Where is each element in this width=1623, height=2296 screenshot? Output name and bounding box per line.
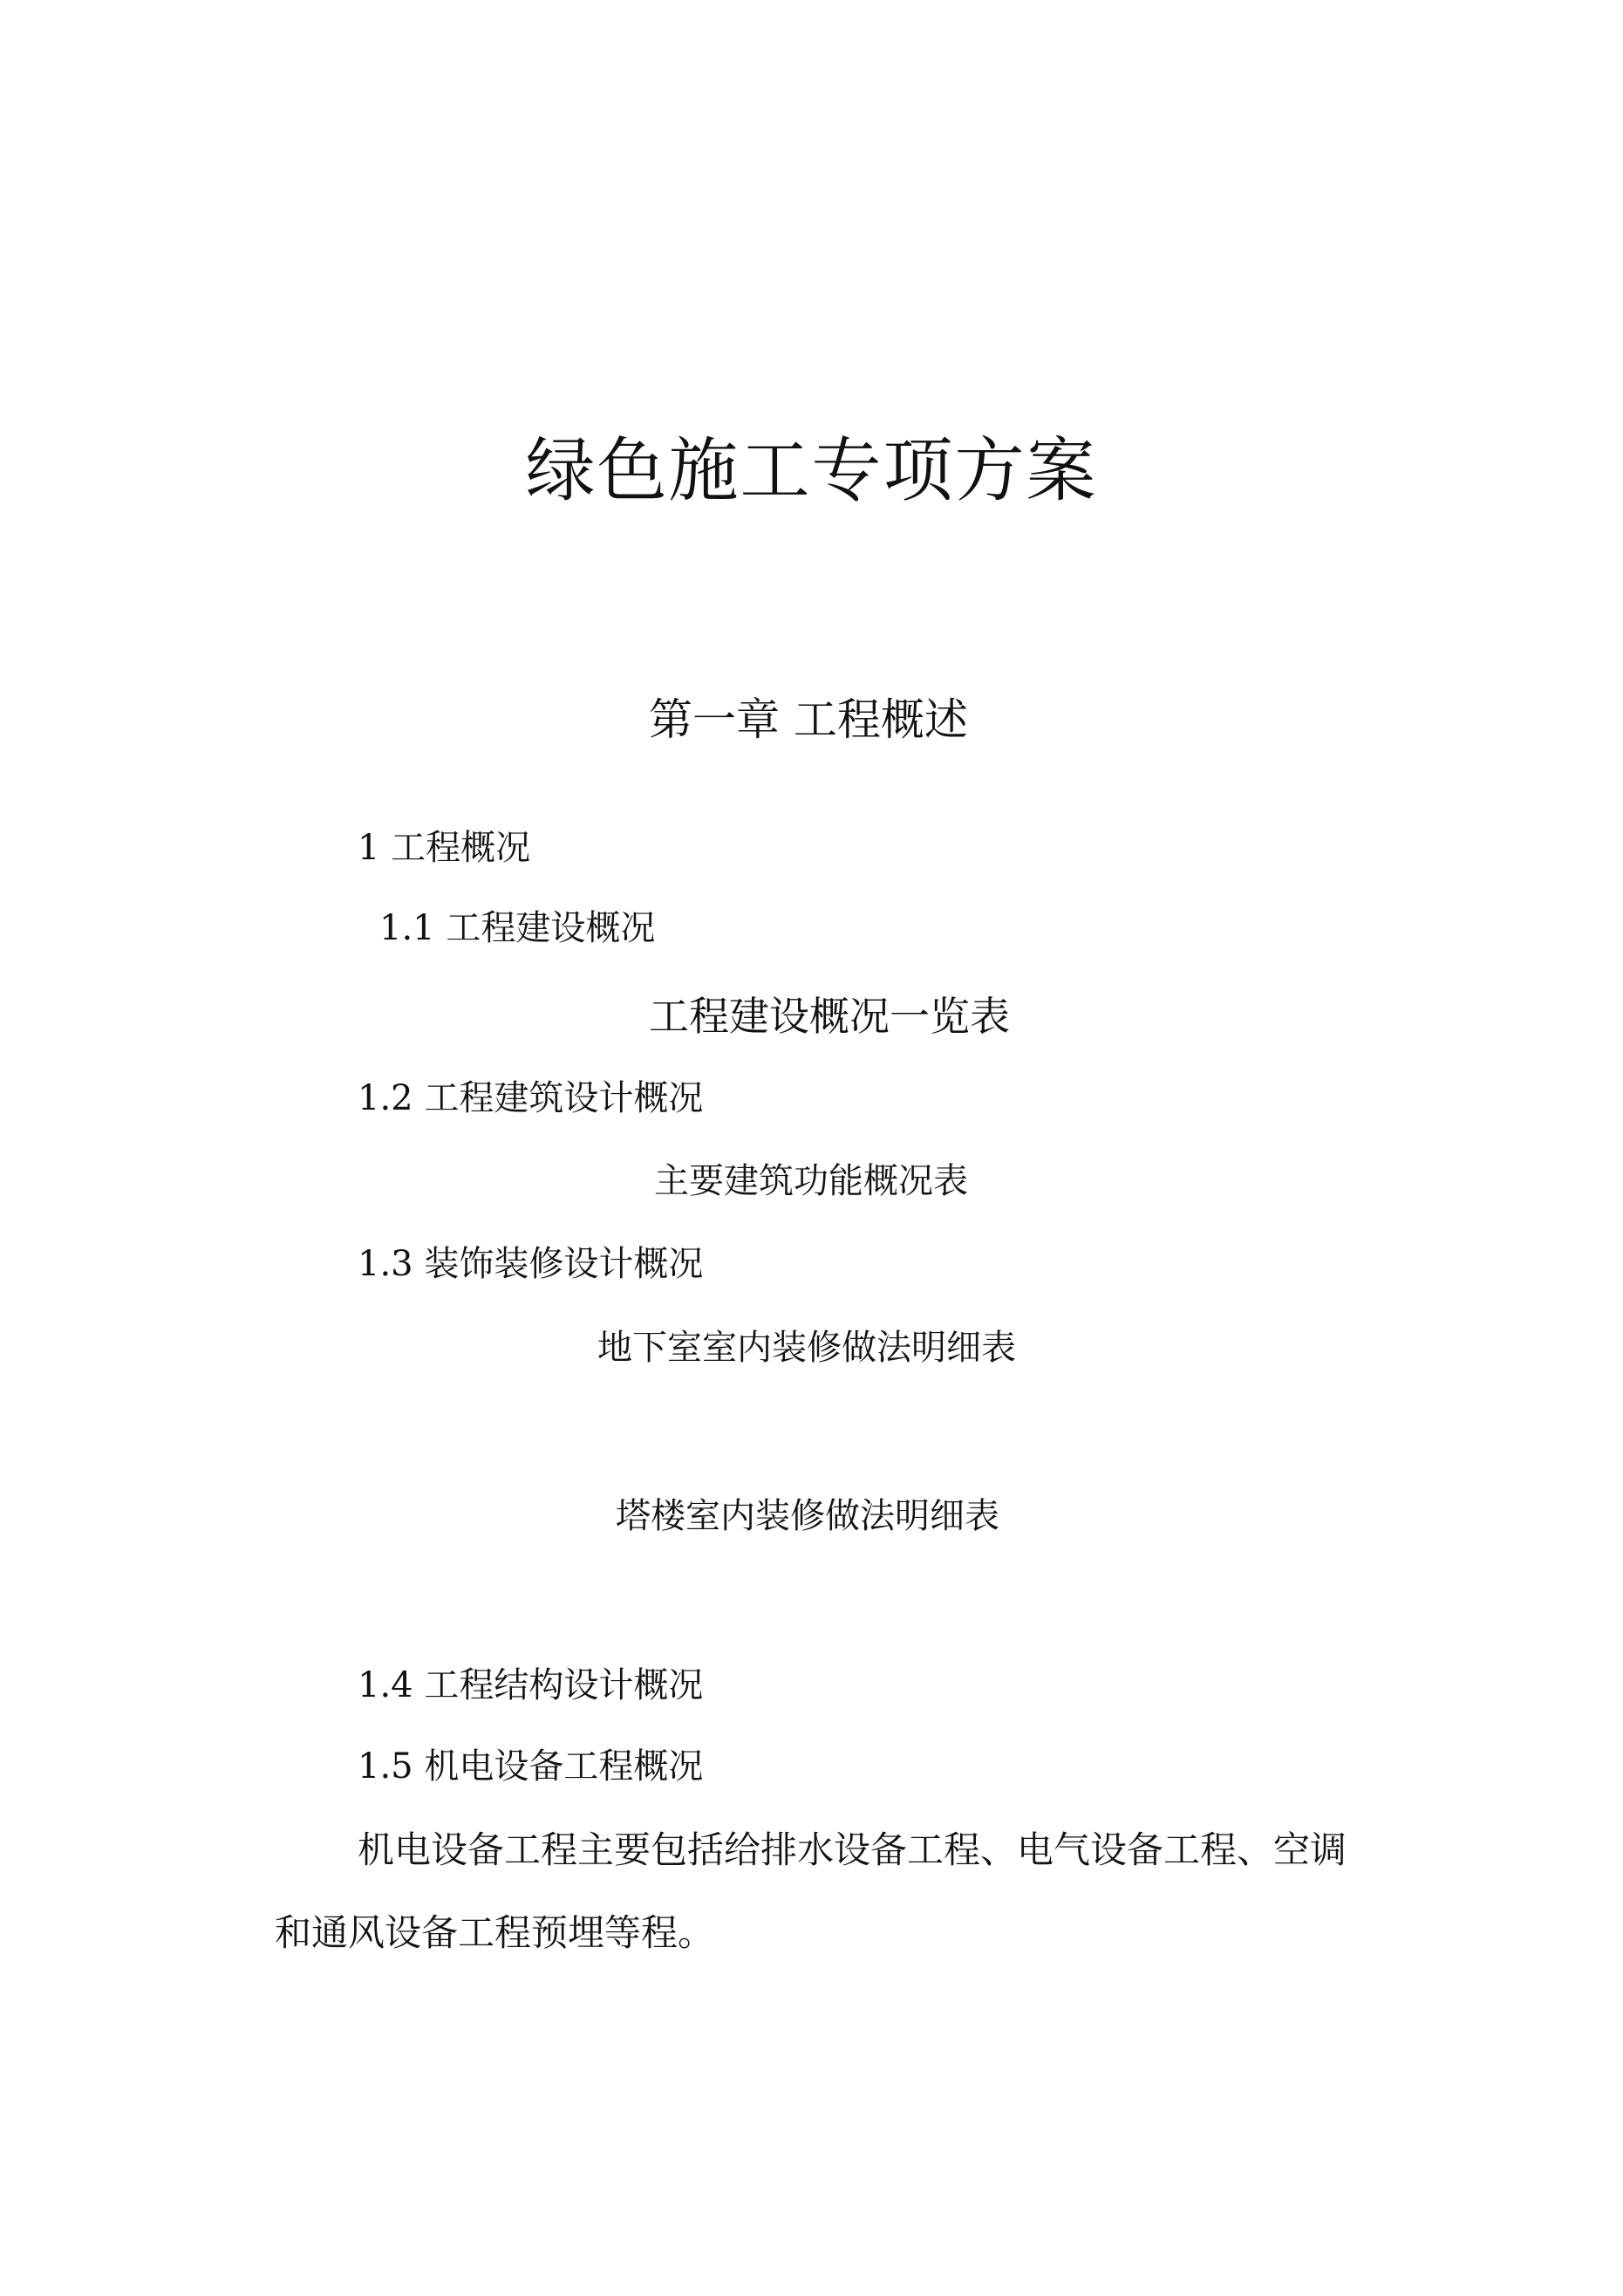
table-caption-project-overview: 工程建设概况一览表 (649, 993, 1010, 1040)
table-caption-building-functions: 主要建筑功能概况表 (654, 1161, 968, 1201)
section-heading-1-2: 1.2 工程建筑设计概况 (358, 1078, 704, 1118)
section-heading-1: 1 工程概况 (358, 828, 531, 868)
chapter-heading: 第一章 工程概述 (649, 694, 968, 745)
section-heading-1-4: 1.4 工程结构设计概况 (358, 1665, 704, 1705)
section-heading-1-5: 1.5 机电设备工程概况 (358, 1746, 704, 1787)
body-paragraph-line-1: 机电设备工程主要包括给排水设备工程、电气设备工程、空调 (358, 1828, 1347, 1871)
body-paragraph-line-2: 和通风设备工程预埋等程。 (275, 1911, 715, 1954)
document-title: 绿色施工专项方案 (525, 430, 1098, 511)
section-heading-1-3: 1.3 装饰装修设计概况 (358, 1244, 704, 1284)
section-heading-1-1: 1.1 工程建设概况 (379, 908, 656, 948)
table-caption-basement-finishes: 地下室室内装修做法明细表 (597, 1328, 1016, 1368)
table-caption-tower-finishes: 塔楼室内装修做法明细表 (616, 1496, 999, 1536)
